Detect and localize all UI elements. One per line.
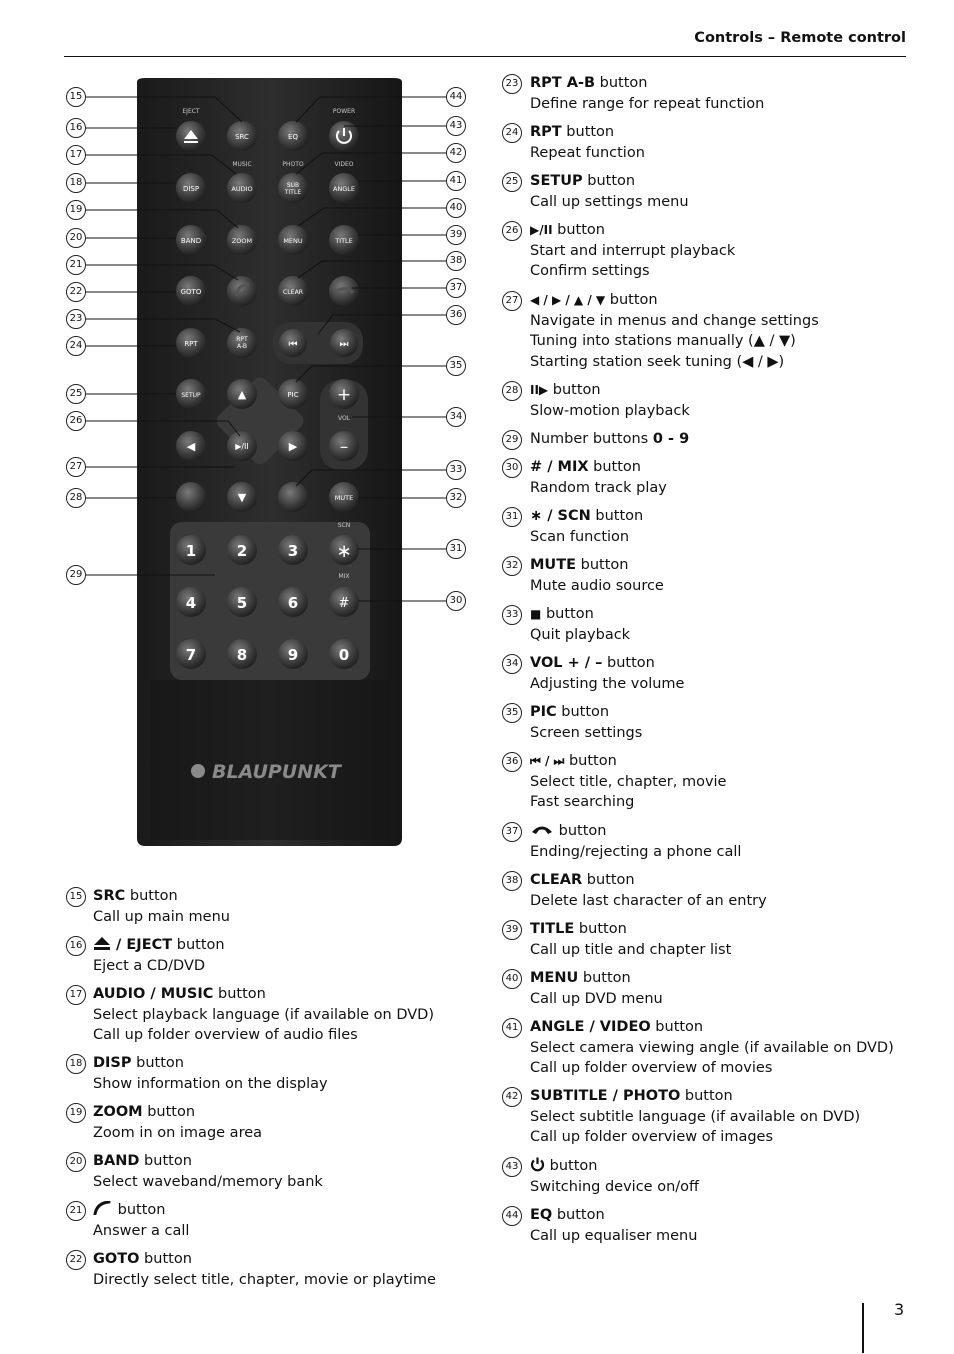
subtitle-button (278, 173, 308, 203)
next-button (330, 329, 358, 357)
phone-answer-icon (93, 1201, 113, 1215)
svg-text:CLEAR: CLEAR (282, 289, 304, 296)
svg-text:3: 3 (287, 542, 299, 560)
num-0-button (329, 639, 359, 669)
svg-text:BAND: BAND (180, 237, 202, 245)
entry-power: button Switching device on/off (530, 1158, 700, 1195)
up-button (227, 379, 257, 409)
num-4-button (176, 587, 206, 617)
svg-text:RPT: RPT (184, 340, 198, 348)
entry-eq: EQ button Call up equaliser menu (530, 1207, 698, 1244)
svg-text:9: 9 (287, 646, 299, 664)
callout-28: 28 (66, 488, 86, 508)
entry-setup: SETUP button Call up settings menu (530, 173, 689, 210)
entry-number-buttons: Number buttons 0 - 9 (530, 431, 690, 447)
svg-text:2: 2 (236, 542, 248, 560)
svg-text:ANGLE: ANGLE (332, 185, 356, 193)
mute-button (329, 482, 359, 512)
svg-text:▲: ▲ (237, 388, 247, 401)
callout-16: 16 (66, 118, 86, 138)
entry-num: 33 (502, 605, 522, 625)
svg-text:TITLE: TITLE (335, 237, 353, 245)
svg-text:7: 7 (185, 646, 197, 664)
entry-num: 26 (502, 221, 522, 241)
entry-num: 18 (66, 1054, 86, 1074)
eq-button (278, 121, 308, 151)
title-button (329, 225, 359, 255)
svg-text:MENU: MENU (283, 237, 303, 245)
svg-text:⏭: ⏭ (339, 339, 349, 350)
label-mix: MIX (338, 573, 350, 580)
entry-num: 21 (66, 1201, 86, 1221)
label-power: POWER (332, 108, 356, 115)
svg-text:1: 1 (185, 542, 197, 560)
svg-text:AUDIO: AUDIO (231, 185, 253, 193)
remote-bottom-panel (150, 680, 390, 840)
callout-30: 30 (446, 591, 466, 611)
entry-num: 17 (66, 985, 86, 1005)
prev-button (279, 329, 307, 357)
entry-rpt: RPT button Repeat function (530, 124, 645, 161)
callout-39: 39 (446, 225, 466, 245)
play-pause-button (227, 431, 257, 461)
entry-end-call: button Ending/rejecting a phone call (530, 823, 742, 860)
band-button (176, 225, 206, 255)
entry-navigation: ◀ / ▶ / ▲ / ▼ button Navigate in menus and change settings Tuning into stations manually (▲ / ▼) Starting station seek tuning (◀ / ▶) (530, 292, 819, 370)
svg-text:TITLE: TITLE (284, 189, 302, 196)
entry-angle-video: ANGLE / VIDEO button Select camera viewing angle (if available on DVD) Call up folder overview of movies (530, 1019, 894, 1076)
entry-num: 41 (502, 1018, 522, 1038)
setup-button (176, 379, 206, 409)
entry-volume: VOL + / – button Adjusting the volume (530, 655, 685, 692)
down-button (227, 482, 257, 512)
svg-text:EQ: EQ (288, 133, 298, 141)
entry-num: 43 (502, 1157, 522, 1177)
entry-mute: MUTE button Mute audio source (530, 557, 664, 594)
entry-num: 22 (66, 1250, 86, 1270)
num-2-button (227, 535, 257, 565)
entry-play-pause: ▶/II button Start and interrupt playback Confirm settings (530, 222, 736, 279)
svg-text:▶/II: ▶/II (235, 442, 249, 451)
callout-32: 32 (446, 488, 466, 508)
entry-zoom: ZOOM button Zoom in on image area (93, 1104, 263, 1141)
pic-button (278, 379, 308, 409)
callout-23: 23 (66, 309, 86, 329)
label-scn: SCN (337, 522, 351, 529)
entry-num: 15 (66, 887, 86, 907)
svg-text:5: 5 (236, 594, 248, 612)
svg-text:6: 6 (287, 594, 299, 612)
left-button (176, 431, 206, 461)
brand-logo: BLAUPUNKT (212, 761, 341, 783)
entry-num: 19 (66, 1103, 86, 1123)
vol-plus-button (329, 379, 359, 409)
svg-text:GOTO: GOTO (180, 288, 202, 296)
callout-42: 42 (446, 143, 466, 163)
entry-scn: ∗ / SCN button Scan function (530, 508, 644, 545)
star-scn-button (329, 535, 359, 565)
svg-text:–: – (339, 437, 349, 457)
entry-num: 31 (502, 507, 522, 527)
entry-answer-call: button Answer a call (93, 1202, 190, 1239)
right-button (278, 431, 308, 461)
entry-num: 39 (502, 920, 522, 940)
entry-clear: CLEAR button Delete last character of an entry (530, 872, 767, 909)
entry-num: 35 (502, 703, 522, 723)
brand-logo-dot (191, 764, 205, 778)
entry-num: 37 (502, 822, 522, 842)
entry-pic: PIC button Screen settings (530, 704, 643, 741)
svg-text:◀: ◀ (186, 440, 196, 453)
entry-disp: DISP button Show information on the display (93, 1055, 328, 1092)
svg-text:∗: ∗ (336, 541, 352, 562)
entry-num: 40 (502, 969, 522, 989)
callout-18: 18 (66, 173, 86, 193)
callout-17: 17 (66, 145, 86, 165)
entry-num: 42 (502, 1087, 522, 1107)
callout-44: 44 (446, 87, 466, 107)
section-header: Controls – Remote control (694, 30, 906, 46)
entry-num: 24 (502, 123, 522, 143)
callout-36: 36 (446, 305, 466, 325)
entry-eject: / EJECT button Eject a CD/DVD (93, 937, 225, 974)
entry-stop: ■ button Quit playback (530, 606, 631, 643)
end-call-button (329, 276, 359, 306)
power-icon (530, 1157, 545, 1172)
entry-goto: GOTO button Directly select title, chapter, movie or playtime (93, 1251, 436, 1288)
svg-text:ZOOM: ZOOM (231, 237, 253, 245)
label-photo: PHOTO (282, 161, 304, 168)
rpt-ab-button (227, 328, 257, 358)
entry-audio-music: AUDIO / MUSIC button Select playback language (if available on DVD) Call up folder overview of audio files (93, 986, 435, 1043)
slow-motion-button (176, 482, 206, 512)
callout-22: 22 (66, 282, 86, 302)
angle-button (329, 173, 359, 203)
callout-27: 27 (66, 457, 86, 477)
callout-37: 37 (446, 278, 466, 298)
entry-src: SRC button Call up main menu (93, 888, 230, 925)
callout-26: 26 (66, 411, 86, 431)
entry-rpt-ab: RPT A-B button Define range for repeat function (530, 75, 765, 112)
entry-slow-motion: II▶ button Slow-motion playback (530, 382, 690, 419)
entry-menu: MENU button Call up DVD menu (530, 970, 663, 1007)
entry-num: 23 (502, 74, 522, 94)
svg-text:#: # (338, 596, 350, 611)
entry-num: 25 (502, 172, 522, 192)
entry-num: 29 (502, 430, 522, 450)
callout-21: 21 (66, 255, 86, 275)
entry-num: 16 (66, 936, 86, 956)
entry-num: 36 (502, 752, 522, 772)
svg-text:MUTE: MUTE (334, 494, 354, 502)
label-eject: EJECT (182, 108, 200, 115)
audio-button (227, 173, 257, 203)
num-5-button (227, 587, 257, 617)
entry-num: 44 (502, 1206, 522, 1226)
hash-mix-button (329, 587, 359, 617)
num-8-button (227, 639, 257, 669)
page-number-bar (862, 1303, 864, 1353)
svg-text:SUB: SUB (286, 182, 300, 189)
entry-num: 32 (502, 556, 522, 576)
svg-text:RPT: RPT (236, 336, 248, 343)
entry-num: 28 (502, 381, 522, 401)
vol-minus-button (329, 431, 359, 461)
entry-skip: ⏮ / ⏭ button Select title, chapter, movie Fast searching (530, 753, 727, 810)
svg-text:8: 8 (236, 646, 248, 664)
svg-text:SETUP: SETUP (181, 392, 201, 399)
num-1-button (176, 535, 206, 565)
num-7-button (176, 639, 206, 669)
svg-text:4: 4 (185, 594, 197, 612)
callout-15: 15 (66, 87, 86, 107)
entry-num: 27 (502, 291, 522, 311)
src-button (227, 121, 257, 151)
entry-num: 30 (502, 458, 522, 478)
answer-call-button (227, 276, 257, 306)
disp-button (176, 173, 206, 203)
callout-41: 41 (446, 171, 466, 191)
eject-icon (93, 936, 111, 950)
rpt-button (176, 328, 206, 358)
svg-text:▼: ▼ (237, 491, 247, 504)
phone-hangup-icon (530, 822, 554, 836)
callout-43: 43 (446, 116, 466, 136)
callout-31: 31 (446, 539, 466, 559)
goto-button (176, 276, 206, 306)
callout-33: 33 (446, 460, 466, 480)
label-music: MUSIC (232, 161, 252, 168)
page-number: 3 (894, 1300, 905, 1319)
entry-subtitle-photo: SUBTITLE / PHOTO button Select subtitle language (if available on DVD) Call up folder overview of images (530, 1088, 861, 1145)
svg-text:+: + (336, 385, 352, 405)
num-6-button (278, 587, 308, 617)
entry-num: 34 (502, 654, 522, 674)
svg-text:DISP: DISP (182, 185, 200, 193)
clear-button (278, 276, 308, 306)
callout-29: 29 (66, 565, 86, 585)
callout-34: 34 (446, 407, 466, 427)
callout-24: 24 (66, 336, 86, 356)
num-3-button (278, 535, 308, 565)
stop-button (278, 482, 308, 512)
svg-text:SRC: SRC (235, 133, 249, 141)
label-video: VIDEO (334, 161, 354, 168)
svg-text:▶: ▶ (288, 440, 298, 453)
callout-19: 19 (66, 200, 86, 220)
svg-text:⏮: ⏮ (288, 339, 298, 350)
callout-25: 25 (66, 384, 86, 404)
svg-text:A-B: A-B (236, 343, 248, 350)
num-9-button (278, 639, 308, 669)
zoom-button (227, 225, 257, 255)
label-vol: VOL (337, 415, 351, 422)
entry-band: BAND button Select waveband/memory bank (93, 1153, 323, 1190)
svg-text:PIC: PIC (287, 391, 299, 399)
entry-title: TITLE button Call up title and chapter list (530, 921, 732, 958)
eject-button (176, 121, 206, 151)
callout-35: 35 (446, 356, 466, 376)
callout-40: 40 (446, 198, 466, 218)
callout-38: 38 (446, 251, 466, 271)
svg-text:0: 0 (338, 646, 350, 664)
entry-mix: # / MIX button Random track play (530, 459, 667, 496)
menu-button (278, 225, 308, 255)
entry-num: 38 (502, 871, 522, 891)
callout-20: 20 (66, 228, 86, 248)
entry-num: 20 (66, 1152, 86, 1172)
